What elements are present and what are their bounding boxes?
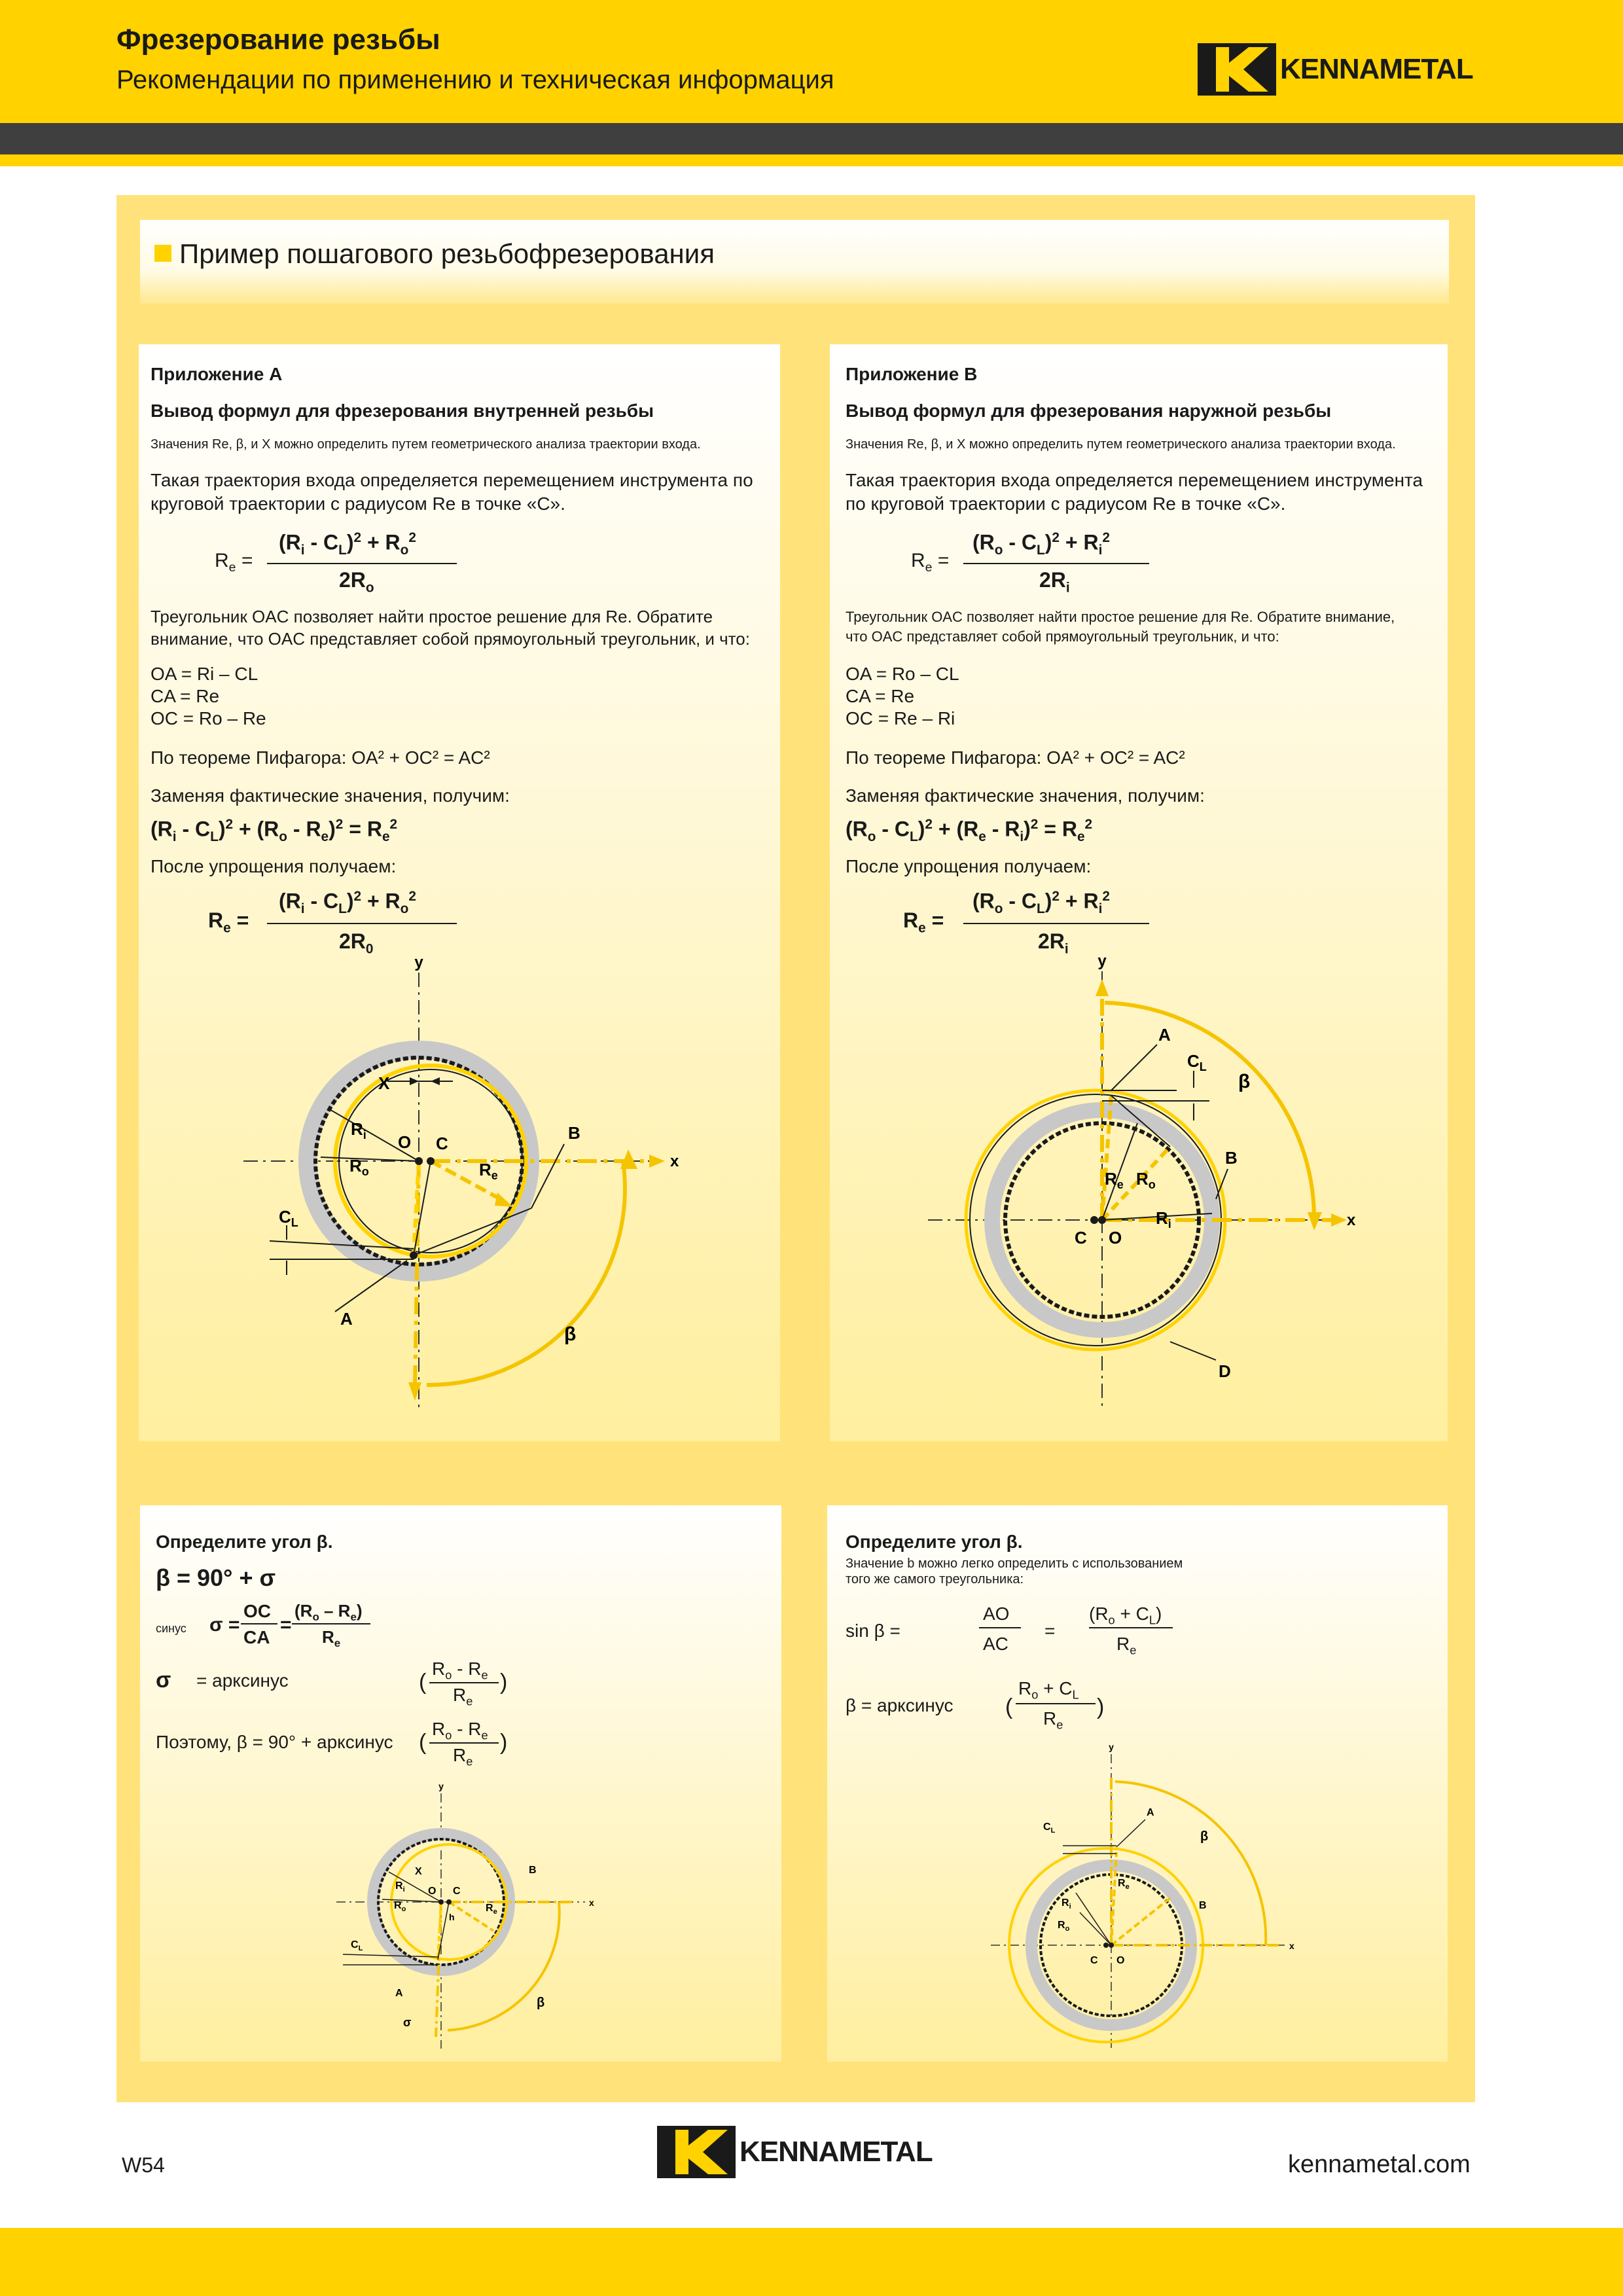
angle-a-oc: OC (243, 1601, 271, 1621)
appendix-a-formula2-den: $2R_0$ (339, 929, 374, 957)
footer-band (0, 2228, 1623, 2296)
appendix-b-para2-line2: что OAC представляет собой прямоугольный треугольник, и что: (846, 628, 1279, 645)
svg-text:β: β (537, 1996, 545, 2010)
svg-text:Ro: $R_o$ (394, 1900, 406, 1913)
page-title: Фрезерование резьбы (116, 24, 440, 56)
appendix-b-eq-ca: CA = Re (846, 686, 915, 706)
appendix-a-diagram (139, 953, 780, 1424)
sigma-symbol: σ (156, 1668, 171, 1693)
svg-text:y: y (438, 1781, 444, 1791)
svg-text:Ro: $R_o$ (1136, 1169, 1156, 1191)
angle-b-sin-label: sin β = (846, 1621, 901, 1641)
appendix-a-formula1-num: $(R_i - C_L)^2 + R_o^2$ (279, 530, 416, 558)
angle-b-re: $R_e$ (1116, 1634, 1137, 1657)
appendix-b-formula2-lhs: $R_e$ = (903, 908, 944, 936)
appendix-b-eq-oc: OC = Re – Ri (846, 708, 955, 728)
svg-text:CL: $C_L$ (279, 1207, 298, 1229)
angle-a-ca: CA (243, 1627, 270, 1647)
paren-close: ) (500, 1730, 508, 1755)
angle-b-ao: AO (983, 1604, 1010, 1624)
paren-close: ) (500, 1670, 508, 1695)
svg-text:A: A (395, 1988, 403, 1999)
header-yellow-stripe (0, 154, 1623, 166)
angle-a-arcsin-label: = арксинус (196, 1670, 289, 1691)
appendix-a-para1-line2: круговой траектории с радиусом Re в точке «C». (151, 493, 565, 514)
angle-a-ro-re: $(R_o - R_e)$ (294, 1601, 363, 1624)
appendix-b-formula2-den: $2R_i$ (1038, 929, 1069, 957)
section-title: Пример пошагового резьбофрезерования (179, 238, 715, 269)
fraction-line (1089, 1627, 1173, 1628)
svg-text:Ri: $R_i$ (395, 1880, 405, 1893)
paren-open: ( (419, 1730, 427, 1755)
appendix-a-eq-oc: OC = Ro – Re (151, 708, 266, 728)
appendix-b-note: Значения Re, β, и X можно определить путем геометрического анализа траектории входа. (846, 437, 1396, 452)
angle-b-box (827, 1505, 1448, 2062)
fraction-line (1016, 1703, 1096, 1704)
appendix-a-note: Значения Re, β, и X можно определить путем геометрического анализа траектории входа. (151, 437, 701, 452)
angle-a-therefore-den: $R_e$ (453, 1745, 473, 1768)
kennametal-wordmark: KENNAMETAL (740, 2136, 933, 2168)
kennametal-k-icon (1198, 43, 1276, 96)
page-number: W54 (122, 2153, 165, 2177)
appendix-a-label: Приложение А (151, 364, 283, 384)
appendix-b-heading: Вывод формул для фрезерования наружной резьбы (846, 401, 1332, 421)
angle-a-therefore-num: $R_o - R_e$ (432, 1719, 488, 1742)
appendix-b-simplify: После упрощения получаем: (846, 856, 1092, 876)
fraction-line (963, 563, 1149, 564)
appendix-b-para1-line1: Такая траектория входа определяется перемещением инструмента (846, 470, 1423, 490)
appendix-b-label: Приложение B (846, 364, 978, 384)
svg-text:C: C (1090, 1955, 1098, 1966)
svg-text:C: C (1075, 1228, 1087, 1247)
svg-text:x: x (670, 1153, 679, 1170)
svg-text:y: y (1097, 953, 1107, 970)
angle-a-beta-eq: β = 90° + σ (156, 1564, 276, 1591)
sigma-symbol: σ = (209, 1614, 240, 1636)
website-link[interactable]: kennametal.com (1288, 2151, 1471, 2178)
svg-text:D: D (1219, 1361, 1231, 1381)
appendix-b-formula1-num: $(R_o - C_L)^2 + R_i^2$ (972, 530, 1110, 558)
appendix-a-formula1-lhs: $R_e$ = (215, 550, 253, 575)
svg-text:X: X (378, 1073, 390, 1093)
appendix-a-para1-line1: Такая траектория входа определяется перемещением инструмента по (151, 470, 753, 490)
appendix-b-formula1-lhs: $R_e$ = (911, 550, 950, 575)
angle-b-arcsin-label: β = арксинус (846, 1695, 954, 1715)
appendix-a-pythagoras: По теореме Пифагора: OA² + OC² = AC² (151, 747, 490, 768)
svg-text:x: x (1347, 1211, 1356, 1229)
appendix-b-equation: $(R_o - C_L)^2 + (R_e - R_i)^2 = R_e^2$ (846, 817, 1093, 845)
appendix-b-pythagoras: По теореме Пифагора: OA² + OC² = AC² (846, 747, 1185, 768)
appendix-a-heading: Вывод формул для фрезерования внутренней резьбы (151, 401, 654, 421)
equals-sign: = (1044, 1621, 1056, 1641)
fraction-line (963, 923, 1149, 924)
svg-text:β: β (1238, 1071, 1251, 1092)
svg-text:y: y (414, 954, 423, 971)
appendix-b-eq-oa: OA = Ro – CL (846, 664, 959, 684)
svg-text:h: h (449, 1912, 455, 1922)
kennametal-wordmark: KENNAMETAL (1280, 53, 1473, 85)
svg-text:A: A (1158, 1025, 1171, 1045)
appendix-a-box (139, 344, 780, 1441)
svg-text:Re: $R_e$ (479, 1160, 498, 1182)
angle-a-heading: Определите угол β. (156, 1532, 333, 1552)
angle-b-arcsin-den: $R_e$ (1043, 1708, 1063, 1732)
fraction-line (292, 1623, 370, 1624)
svg-text:B: B (1225, 1148, 1238, 1168)
svg-text:B: B (529, 1865, 537, 1876)
appendix-a-equation: $(R_i - C_L)^2 + (R_o - R_e)^2 = R_e^2$ (151, 817, 398, 845)
appendix-b-para1-line2: по круговой траектории с радиусом Re в точке «C». (846, 493, 1286, 514)
angle-b-diagram (827, 1741, 1448, 2055)
fraction-line (241, 1623, 277, 1624)
svg-text:X: X (415, 1866, 422, 1877)
kennametal-logo (1198, 43, 1473, 96)
svg-text:x: x (1289, 1941, 1294, 1951)
svg-text:O: O (1109, 1228, 1122, 1247)
appendix-a-substitute: Заменяя фактические значения, получим: (151, 785, 510, 806)
svg-text:A: A (340, 1309, 353, 1329)
svg-text:O: O (398, 1132, 412, 1152)
svg-text:Ri: $R_i$ (1156, 1208, 1171, 1230)
appendix-a-eq-oa: OA = Ri – CL (151, 664, 259, 684)
angle-b-note-line1: Значение b можно легко определить с использованием (846, 1556, 1183, 1571)
appendix-a-formula2-lhs: $R_e$ = (208, 908, 249, 936)
fraction-line (267, 563, 457, 564)
svg-text:Re: $R_e$ (486, 1903, 497, 1916)
appendix-a-para2-line2: внимание, что OAC представляет собой прямоугольный треугольник, и что: (151, 629, 750, 649)
svg-text:β: β (564, 1323, 577, 1345)
svg-text:Ro: $R_o$ (349, 1156, 369, 1178)
kennametal-footer-logo (657, 2126, 933, 2178)
appendix-b-box (830, 344, 1448, 1441)
svg-text:Ri: $R_i$ (1061, 1897, 1071, 1910)
svg-text:x: x (589, 1897, 594, 1908)
equals-sign: = (280, 1614, 292, 1636)
angle-b-heading: Определите угол β. (846, 1532, 1023, 1552)
appendix-b-diagram (830, 953, 1448, 1424)
paren-open: ( (1005, 1695, 1013, 1719)
angle-a-sine-label: синус (156, 1622, 187, 1635)
angle-b-ac: AC (983, 1634, 1008, 1654)
paren-open: ( (419, 1670, 427, 1695)
angle-a-re: $R_e$ (322, 1627, 341, 1650)
kennametal-k-icon (657, 2126, 736, 2178)
svg-text:CL: $C_L$ (351, 1939, 363, 1952)
angle-a-arcsin-den: $R_e$ (453, 1685, 473, 1708)
svg-text:Re: $R_e$ (1118, 1878, 1130, 1891)
appendix-b-formula1-den: $2R_i$ (1039, 568, 1070, 596)
angle-a-arcsin-num: $R_o - R_e$ (432, 1659, 488, 1682)
svg-text:y: y (1109, 1742, 1114, 1752)
svg-text:C: C (453, 1886, 461, 1897)
appendix-b-formula2-num: $(R_o - C_L)^2 + R_i^2$ (972, 889, 1110, 917)
svg-text:O: O (428, 1886, 437, 1897)
appendix-a-formula1-den: $2R_o$ (339, 568, 374, 596)
svg-text:CL: $C_L$ (1043, 1821, 1056, 1835)
appendix-a-formula2-num: $(R_i - C_L)^2 + R_o^2$ (279, 889, 416, 917)
svg-text:B: B (568, 1123, 580, 1143)
angle-a-therefore: Поэтому, β = 90° + арксинус (156, 1732, 393, 1752)
fraction-line (979, 1627, 1021, 1628)
angle-b-arcsin-num: $R_o + C_L$ (1018, 1678, 1079, 1702)
appendix-a-eq-ca: CA = Re (151, 686, 220, 706)
paren-close: ) (1097, 1695, 1105, 1719)
svg-text:A: A (1147, 1807, 1154, 1818)
page-subtitle: Рекомендации по применению и техническая информация (116, 65, 834, 94)
svg-text:B: B (1199, 1900, 1207, 1911)
svg-text:Ri: $R_i$ (351, 1119, 366, 1141)
appendix-b-para2-line1: Треугольник OAC позволяет найти простое решение для Re. Обратите внимание, (846, 609, 1395, 625)
svg-text:CL: $C_L$ (1187, 1051, 1207, 1073)
svg-text:C: C (436, 1134, 448, 1153)
appendix-a-para2-line1: Треугольник OAC позволяет найти простое решение для Re. Обратите (151, 607, 713, 626)
svg-text:O: O (1116, 1955, 1125, 1966)
angle-b-ro-cl: $(R_o + C_L)$ (1089, 1604, 1162, 1627)
svg-text:Re: $R_e$ (1105, 1169, 1124, 1191)
svg-text:β: β (1200, 1829, 1209, 1844)
angle-a-box (140, 1505, 781, 2062)
appendix-b-substitute: Заменяя фактические значения, получим: (846, 785, 1205, 806)
section-bullet-icon (154, 245, 171, 262)
header-dark-band (0, 123, 1623, 154)
svg-text:Ro: $R_o$ (1058, 1920, 1070, 1933)
fraction-line (267, 923, 457, 924)
angle-b-note-line2: того же самого треугольника: (846, 1572, 1024, 1587)
svg-text:σ: σ (403, 2016, 412, 2029)
angle-a-diagram (140, 1780, 781, 2055)
appendix-a-simplify: После упрощения получаем: (151, 856, 397, 876)
